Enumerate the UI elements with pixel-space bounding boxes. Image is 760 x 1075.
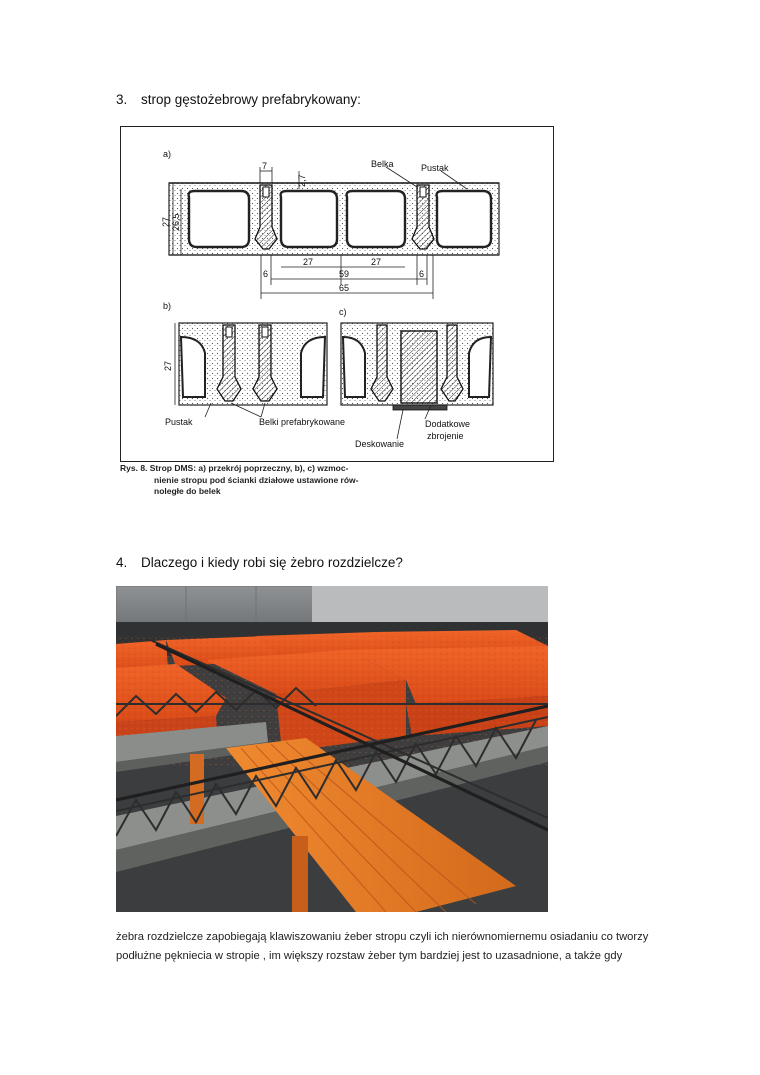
rib-render-image <box>116 586 548 912</box>
label-pustak: Pustak <box>421 163 449 173</box>
dim-27-mid: 27 <box>303 257 314 267</box>
label-c: c) <box>339 307 347 317</box>
dim-59: 59 <box>339 269 350 279</box>
label-dodatkowe: Dodatkowe <box>425 419 471 429</box>
label-pustak-b: Pustak <box>165 417 193 427</box>
dim-65: 65 <box>339 283 350 293</box>
section-4-number: 4. <box>116 555 128 570</box>
section-3-number: 3. <box>116 92 128 107</box>
dim-6-left: 6 <box>263 269 269 279</box>
body-paragraph <box>116 928 676 966</box>
cross-section-a <box>169 167 499 299</box>
label-deskowanie: Deskowanie <box>355 439 405 449</box>
figure-caption <box>120 463 440 498</box>
dim-27-right: 27 <box>371 257 382 267</box>
section-4-title: Dlaczego i kiedy robi się żebro rozdzielcze? <box>141 555 403 570</box>
section-4-heading <box>116 555 403 570</box>
render-svg <box>116 586 548 912</box>
detail-c <box>341 323 493 439</box>
section-3-heading <box>116 92 361 107</box>
dim-27-left: 27 <box>161 216 171 227</box>
label-belka: Belka <box>371 159 394 169</box>
dms-floor-drawing <box>120 126 554 462</box>
dim-26-5: 26,5 <box>171 213 181 231</box>
detail-b <box>175 323 327 417</box>
section-3-title: strop gęstożebrowy prefabrykowany: <box>141 92 361 107</box>
label-a: a) <box>163 149 172 159</box>
label-belki: Belki prefabrykowane <box>259 417 346 427</box>
dim-27-b: 27 <box>163 360 173 371</box>
dim-7: 7 <box>262 161 268 171</box>
body-line-2: podłużne pęknieciа w stropie , im większy rozstaw żeber tym bardziej jest to uzasadnione, a także gdy <box>116 950 623 962</box>
caption-line-1: Rys. 8. Strop DMS: a) przekrój poprzeczny, b), c) wzmoc- <box>120 463 349 473</box>
label-zbrojenie: zbrojenie <box>427 431 464 441</box>
caption-line-2: nienie stropu pod ścianki działowe ustawione rów- <box>154 474 359 485</box>
label-b: b) <box>163 301 172 311</box>
caption-line-3: noległe do belek <box>154 486 221 496</box>
drawing-svg <box>121 127 553 461</box>
dim-6-right: 6 <box>419 269 425 279</box>
body-line-1: żebra rozdzielcze zapobiegają klawiszowaniu żeber stropu czyli ich nierównomiernemu osiadaniu co tworzy <box>116 931 649 943</box>
dim-2-7: 2,7 <box>297 174 307 187</box>
